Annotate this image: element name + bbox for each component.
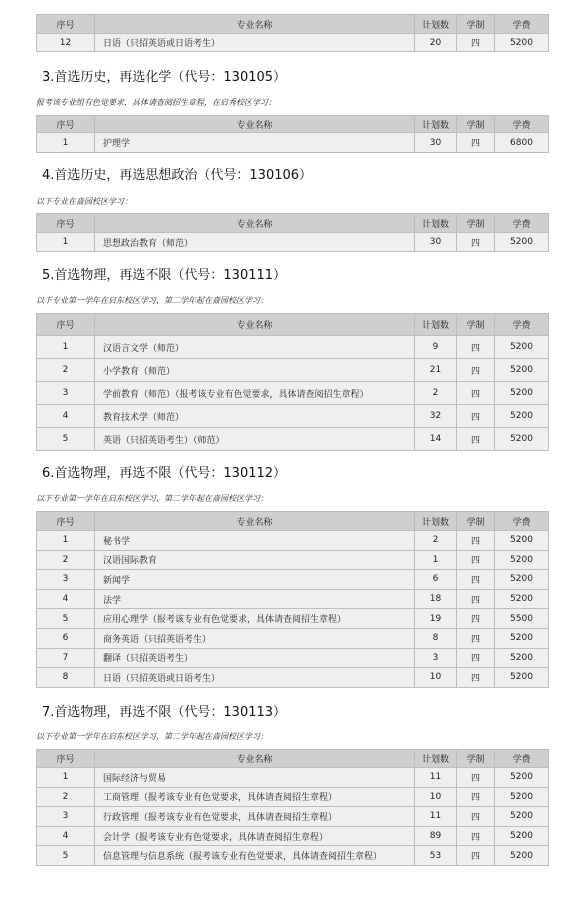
col-duration-cell: 四 xyxy=(457,336,495,359)
table-row xyxy=(37,628,549,648)
col-tuition-header: 学费 xyxy=(495,314,549,336)
col-duration-cell: 四 xyxy=(457,570,495,590)
col-index-cell: 1 xyxy=(37,133,95,153)
col-major-name-cell: 汉语国际教育 xyxy=(95,550,415,570)
col-major-name-cell: 行政管理（报考该专业有色觉要求，具体请查阅招生章程） xyxy=(95,807,415,827)
col-tuition-cell: 5200 xyxy=(495,826,549,846)
major-table-wrapper xyxy=(36,115,548,153)
col-tuition-cell: 5200 xyxy=(495,34,549,52)
table-row xyxy=(37,359,549,382)
col-tuition-cell: 5200 xyxy=(495,382,549,405)
col-tuition-cell: 5500 xyxy=(495,609,549,629)
col-duration-cell: 四 xyxy=(457,233,495,252)
col-duration-cell: 四 xyxy=(457,531,495,551)
table-header-row xyxy=(37,512,549,531)
col-major-name-cell: 国际经济与贸易 xyxy=(95,768,415,788)
col-duration-cell: 四 xyxy=(457,628,495,648)
col-plan-count-cell: 30 xyxy=(415,233,457,252)
col-major-name-cell: 思想政治教育（师范） xyxy=(95,233,415,252)
col-major-name-header: 专业名称 xyxy=(95,116,415,133)
table-row xyxy=(37,768,549,788)
col-tuition-header: 学费 xyxy=(495,512,549,531)
col-plan-count-cell: 1 xyxy=(415,550,457,570)
col-plan-count-cell: 11 xyxy=(415,807,457,827)
table-row xyxy=(37,787,549,807)
major-table xyxy=(36,749,549,866)
col-plan-count-cell: 8 xyxy=(415,628,457,648)
col-index-header: 序号 xyxy=(37,15,95,34)
col-index-cell: 3 xyxy=(37,570,95,590)
col-index-cell: 5 xyxy=(37,609,95,629)
col-index-cell: 1 xyxy=(37,531,95,551)
col-major-name-cell: 汉语言文学（师范） xyxy=(95,336,415,359)
section-note: 以下专业第一学年在启东校区学习，第二学年起在啬园校区学习： xyxy=(36,296,268,305)
col-index-cell: 7 xyxy=(37,648,95,668)
col-tuition-header: 学费 xyxy=(495,750,549,768)
table-header-row xyxy=(37,214,549,233)
col-major-name-cell: 法学 xyxy=(95,589,415,609)
col-index-cell: 5 xyxy=(37,846,95,866)
col-index-cell: 1 xyxy=(37,233,95,252)
col-plan-count-cell: 2 xyxy=(415,531,457,551)
col-major-name-cell: 学前教育（师范）（报考该专业有色觉要求，具体请查阅招生章程） xyxy=(95,382,415,405)
col-plan-count-cell: 3 xyxy=(415,648,457,668)
col-plan-count-cell: 89 xyxy=(415,826,457,846)
col-plan-count-cell: 30 xyxy=(415,133,457,153)
col-plan-count-header: 计划数 xyxy=(415,15,457,34)
col-duration-cell: 四 xyxy=(457,359,495,382)
col-plan-count-cell: 53 xyxy=(415,846,457,866)
col-index-cell: 2 xyxy=(37,550,95,570)
table-row xyxy=(37,807,549,827)
col-duration-cell: 四 xyxy=(457,382,495,405)
col-duration-cell: 四 xyxy=(457,648,495,668)
col-plan-count-cell: 9 xyxy=(415,336,457,359)
col-duration-cell: 四 xyxy=(457,550,495,570)
col-duration-cell: 四 xyxy=(457,768,495,788)
col-index-cell: 5 xyxy=(37,428,95,451)
col-duration-cell: 四 xyxy=(457,133,495,153)
table-row xyxy=(37,405,549,428)
table-row xyxy=(37,846,549,866)
col-major-name-header: 专业名称 xyxy=(95,214,415,233)
table-header-row xyxy=(37,750,549,768)
col-plan-count-header: 计划数 xyxy=(415,116,457,133)
section-note: 以下专业在啬园校区学习： xyxy=(36,197,132,206)
col-duration-cell: 四 xyxy=(457,807,495,827)
section-note: 以下专业第一学年在启东校区学习，第二学年起在啬园校区学习： xyxy=(36,732,268,741)
col-plan-count-cell: 2 xyxy=(415,382,457,405)
table-header-row xyxy=(37,15,549,34)
col-tuition-cell: 5200 xyxy=(495,233,549,252)
major-table xyxy=(36,14,549,52)
col-tuition-cell: 5200 xyxy=(495,846,549,866)
col-major-name-cell: 信息管理与信息系统（报考该专业有色觉要求，具体请查阅招生章程） xyxy=(95,846,415,866)
col-duration-header: 学制 xyxy=(457,512,495,531)
col-plan-count-cell: 10 xyxy=(415,668,457,688)
section-heading: 6.首选物理，再选不限（代号：130112） xyxy=(42,466,287,481)
col-major-name-cell: 护理学 xyxy=(95,133,415,153)
col-major-name-cell: 翻译（只招英语考生） xyxy=(95,648,415,668)
col-tuition-cell: 5200 xyxy=(495,405,549,428)
col-duration-header: 学制 xyxy=(457,116,495,133)
col-plan-count-cell: 18 xyxy=(415,589,457,609)
col-tuition-header: 学费 xyxy=(495,116,549,133)
col-duration-header: 学制 xyxy=(457,750,495,768)
col-index-header: 序号 xyxy=(37,116,95,133)
col-tuition-cell: 5200 xyxy=(495,531,549,551)
major-table xyxy=(36,313,549,451)
major-table xyxy=(36,511,549,688)
section-heading: 5.首选物理，再选不限（代号：130111） xyxy=(42,268,287,283)
col-major-name-cell: 新闻学 xyxy=(95,570,415,590)
col-major-name-cell: 工商管理（报考该专业有色觉要求，具体请查阅招生章程） xyxy=(95,787,415,807)
col-duration-cell: 四 xyxy=(457,826,495,846)
table-row xyxy=(37,233,549,252)
table-row xyxy=(37,570,549,590)
col-tuition-cell: 5200 xyxy=(495,336,549,359)
table-header-row xyxy=(37,116,549,133)
major-table-wrapper xyxy=(36,511,548,688)
col-duration-cell: 四 xyxy=(457,428,495,451)
col-major-name-header: 专业名称 xyxy=(95,15,415,34)
section-heading: 3.首选历史，再选化学（代号：130105） xyxy=(42,70,287,85)
col-index-cell: 4 xyxy=(37,589,95,609)
table-row xyxy=(37,648,549,668)
col-index-cell: 1 xyxy=(37,768,95,788)
major-table-wrapper xyxy=(36,14,548,52)
col-tuition-cell: 6800 xyxy=(495,133,549,153)
table-row xyxy=(37,428,549,451)
col-index-header: 序号 xyxy=(37,512,95,531)
col-tuition-header: 学费 xyxy=(495,214,549,233)
col-duration-cell: 四 xyxy=(457,846,495,866)
col-major-name-cell: 应用心理学（报考该专业有色觉要求，具体请查阅招生章程） xyxy=(95,609,415,629)
col-tuition-cell: 5200 xyxy=(495,589,549,609)
col-index-cell: 6 xyxy=(37,628,95,648)
col-duration-header: 学制 xyxy=(457,314,495,336)
col-major-name-cell: 小学教育（师范） xyxy=(95,359,415,382)
col-duration-cell: 四 xyxy=(457,609,495,629)
col-major-name-cell: 商务英语（只招英语考生） xyxy=(95,628,415,648)
col-duration-cell: 四 xyxy=(457,589,495,609)
col-tuition-cell: 5200 xyxy=(495,668,549,688)
table-row xyxy=(37,133,549,153)
col-tuition-cell: 5200 xyxy=(495,359,549,382)
col-plan-count-cell: 32 xyxy=(415,405,457,428)
table-header-row xyxy=(37,314,549,336)
col-major-name-header: 专业名称 xyxy=(95,314,415,336)
major-table xyxy=(36,213,549,252)
col-tuition-cell: 5200 xyxy=(495,648,549,668)
col-plan-count-header: 计划数 xyxy=(415,314,457,336)
col-plan-count-cell: 6 xyxy=(415,570,457,590)
col-tuition-cell: 5200 xyxy=(495,807,549,827)
col-tuition-cell: 5200 xyxy=(495,570,549,590)
col-plan-count-header: 计划数 xyxy=(415,512,457,531)
col-index-cell: 1 xyxy=(37,336,95,359)
major-table-wrapper xyxy=(36,749,548,866)
col-tuition-cell: 5200 xyxy=(495,628,549,648)
col-duration-cell: 四 xyxy=(457,787,495,807)
table-row xyxy=(37,826,549,846)
col-major-name-cell: 日语（只招英语或日语考生） xyxy=(95,34,415,52)
col-plan-count-cell: 20 xyxy=(415,34,457,52)
col-index-cell: 2 xyxy=(37,359,95,382)
col-tuition-cell: 5200 xyxy=(495,428,549,451)
col-plan-count-cell: 14 xyxy=(415,428,457,451)
section-heading: 7.首选物理，再选不限（代号：130113） xyxy=(42,705,287,720)
col-tuition-cell: 5200 xyxy=(495,550,549,570)
section-note: 以下专业第一学年在启东校区学习，第二学年起在啬园校区学习： xyxy=(36,494,268,503)
col-duration-cell: 四 xyxy=(457,34,495,52)
col-plan-count-cell: 11 xyxy=(415,768,457,788)
col-plan-count-cell: 10 xyxy=(415,787,457,807)
table-row xyxy=(37,550,549,570)
col-index-cell: 4 xyxy=(37,826,95,846)
col-tuition-cell: 5200 xyxy=(495,768,549,788)
col-major-name-cell: 英语（只招英语考生）（师范） xyxy=(95,428,415,451)
major-table xyxy=(36,115,549,153)
col-duration-cell: 四 xyxy=(457,668,495,688)
col-index-cell: 2 xyxy=(37,787,95,807)
col-index-cell: 4 xyxy=(37,405,95,428)
col-index-header: 序号 xyxy=(37,314,95,336)
table-row xyxy=(37,336,549,359)
col-plan-count-cell: 21 xyxy=(415,359,457,382)
col-major-name-header: 专业名称 xyxy=(95,512,415,531)
major-table-wrapper xyxy=(36,313,548,451)
table-row xyxy=(37,382,549,405)
major-table-wrapper xyxy=(36,213,548,252)
section-note: 报考该专业组有色觉要求，具体请查阅招生章程，在启秀校区学习： xyxy=(36,98,276,107)
col-major-name-cell: 秘书学 xyxy=(95,531,415,551)
col-plan-count-header: 计划数 xyxy=(415,214,457,233)
col-major-name-header: 专业名称 xyxy=(95,750,415,768)
col-index-header: 序号 xyxy=(37,214,95,233)
col-major-name-cell: 教育技术学（师范） xyxy=(95,405,415,428)
col-plan-count-header: 计划数 xyxy=(415,750,457,768)
col-major-name-cell: 日语（只招英语或日语考生） xyxy=(95,668,415,688)
table-row xyxy=(37,531,549,551)
table-row xyxy=(37,34,549,52)
table-row xyxy=(37,589,549,609)
col-plan-count-cell: 19 xyxy=(415,609,457,629)
col-index-cell: 8 xyxy=(37,668,95,688)
col-index-cell: 3 xyxy=(37,807,95,827)
table-row xyxy=(37,609,549,629)
col-index-cell: 3 xyxy=(37,382,95,405)
col-major-name-cell: 会计学（报考该专业有色觉要求，具体请查阅招生章程） xyxy=(95,826,415,846)
col-tuition-cell: 5200 xyxy=(495,787,549,807)
col-duration-header: 学制 xyxy=(457,214,495,233)
table-row xyxy=(37,668,549,688)
col-tuition-header: 学费 xyxy=(495,15,549,34)
col-index-header: 序号 xyxy=(37,750,95,768)
col-duration-cell: 四 xyxy=(457,405,495,428)
col-duration-header: 学制 xyxy=(457,15,495,34)
section-heading: 4.首选历史，再选思想政治（代号：130106） xyxy=(42,168,313,183)
col-index-cell: 12 xyxy=(37,34,95,52)
